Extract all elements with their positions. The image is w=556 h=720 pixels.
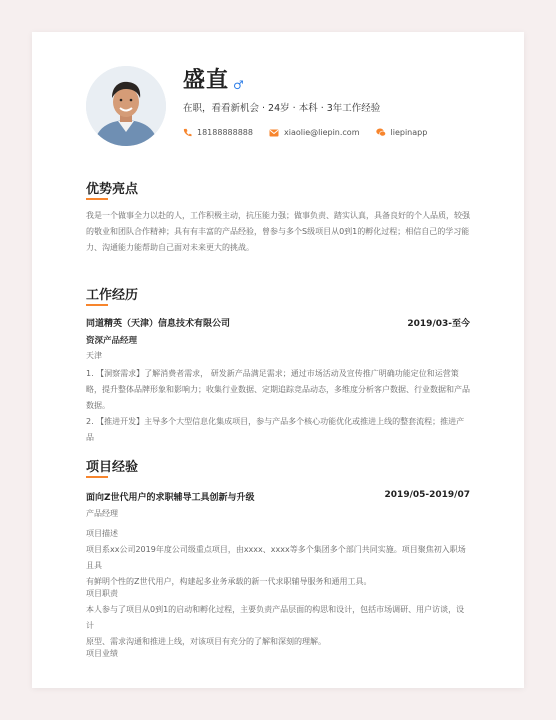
text-line: 1. 【洞察需求】了解消费者需求， 研发新产品满足需求；通过市场活动及宣传推广明确功能定位和运营策 <box>86 369 459 378</box>
text-line: 原型、需求沟通和推进上线，对该项目有充分的了解和深刻的理解。 <box>86 637 326 646</box>
phone-icon <box>183 128 192 137</box>
phone-number: 18188888888 <box>197 128 253 137</box>
project-desc <box>86 542 470 590</box>
candidate-name: 盛直 <box>183 68 230 93</box>
advantages-text <box>86 208 470 256</box>
name-row <box>183 66 244 96</box>
email-icon <box>269 129 279 137</box>
contact-wechat[interactable] <box>376 128 428 137</box>
text-line: 本人参与了项目从0到1的启动和孵化过程，主要负责产品层面的构思和设计，包括市场调研、用户访谈，设计 <box>86 605 465 630</box>
work-location: 天津 <box>86 351 102 360</box>
work-position: 资深产品经理 <box>86 336 138 346</box>
email-address: xiaolie@liepin.com <box>284 128 360 137</box>
candidate-tagline: 在职，看看新机会 · 24岁 · 本科 · 3年工作经验 <box>183 103 381 114</box>
project-period: 2019/05-2019/07 <box>384 490 470 500</box>
text-line: 数据。 <box>86 401 110 410</box>
text-line: 的敬业和团队合作精神；具有有丰富的产品经验，曾参与多个S级项目从0到1的孵化过程；相信自己的学习能 <box>86 227 470 236</box>
work-header <box>86 316 470 329</box>
section-underline <box>86 304 108 306</box>
male-icon: ♂ <box>233 78 244 92</box>
section-title-advantages: 优势亮点 <box>86 182 139 197</box>
avatar <box>86 66 166 146</box>
contact-list <box>183 128 443 137</box>
project-role: 产品经理 <box>86 509 118 518</box>
project-duty-label: 项目职责 <box>86 589 118 598</box>
section-underline <box>86 198 108 200</box>
section-title-project: 项目经验 <box>86 460 139 475</box>
text-line: 有鲜明个性的Z世代用户，构建起多业务承载的新一代求职辅导服务和通用工具。 <box>86 577 372 586</box>
project-result-label: 项目业绩 <box>86 649 118 658</box>
wechat-id: liepinapp <box>390 128 428 137</box>
wechat-icon <box>376 128 386 137</box>
project-desc-label: 项目描述 <box>86 529 118 538</box>
section-underline <box>86 476 108 478</box>
work-period: 2019/03-至今 <box>407 319 470 329</box>
contact-email[interactable] <box>269 128 360 137</box>
text-line: 我是一个做事全力以赴的人，工作积极主动，抗压能力强；做事负责、踏实认真，具备良好的个人品质，较强 <box>86 211 470 220</box>
project-name: 面向Z世代用户的求职辅导工具创新与升级 <box>86 493 255 503</box>
resume-page <box>32 32 524 688</box>
avatar-photo-icon <box>86 66 166 146</box>
work-details <box>86 366 470 446</box>
text-line: 项目系xx公司2019年度公司级重点项目，由xxxx、xxxx等多个集团多个部门共同实施。项目聚焦初入职场且具 <box>86 545 466 570</box>
project-header <box>86 490 470 503</box>
project-duty <box>86 602 470 650</box>
section-title-work: 工作经历 <box>86 288 139 303</box>
text-line: 2. 【推进开发】主导多个大型信息化集成项目，参与产品多个核心功能优化或推进上线的整套流程；推进产品 <box>86 417 465 442</box>
text-line: 略，提升整体品牌形象和影响力；收集行业数据、定期追踪竞品动态，多维度分析客户数据、行业数据和产品 <box>86 385 470 394</box>
contact-phone[interactable] <box>183 128 253 137</box>
company-name: 同道精英（天津）信息技术有限公司 <box>86 319 231 329</box>
text-line: 力、沟通能力能帮助自己面对未来更大的挑战。 <box>86 243 254 252</box>
